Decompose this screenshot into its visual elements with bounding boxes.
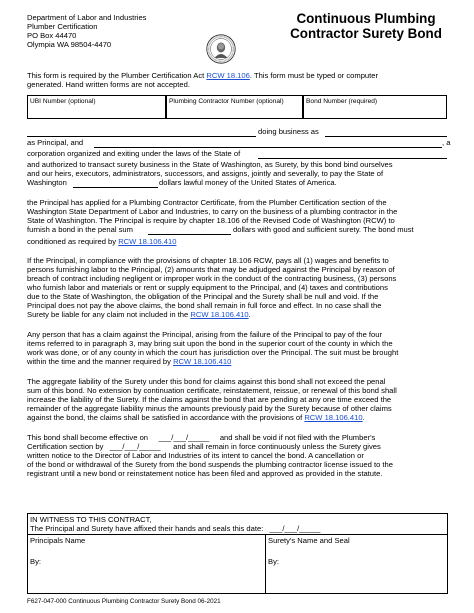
rcw-18-106-410-link[interactable]: RCW 18.106.410 bbox=[304, 413, 363, 422]
claim-line-1: Any person that has a claim against the Principal, arising from the failure of the Principal to pay of the four bbox=[27, 330, 382, 339]
compliance-line-4: who furnish labor and materials or rent or supply equipment to the Principal, and (4) taxes and contributions bbox=[27, 283, 388, 292]
application-line-2: Washington State Department of Labor and Industries, to carry on the business of a plumbing contractor in the bbox=[27, 207, 398, 216]
column-divider bbox=[265, 534, 266, 594]
ubi-number-field[interactable] bbox=[27, 95, 166, 119]
compliance-text: Surety be liable for any claim not included in the bbox=[27, 310, 191, 319]
effective-line-2 bbox=[27, 442, 381, 451]
plumbing-contractor-number-field[interactable] bbox=[166, 95, 303, 119]
aggregate-line-4: remainder of the aggregate liability minus the amounts previously paid by the Surety because of other claims bbox=[27, 404, 392, 413]
rcw-18-106-link[interactable]: RCW 18.106 bbox=[206, 71, 250, 80]
intro-line-2: generated. Hand written forms are not accepted. bbox=[27, 80, 190, 89]
aggregate-line-2: sum of this bond. No extension by continuation certificate, reinstatement, reissue, or renewal of this bond shall bbox=[27, 386, 397, 395]
claim-text: within the time and the manner required by bbox=[27, 357, 174, 366]
penal-sum-line[interactable] bbox=[148, 234, 231, 235]
compliance-line-6: Principal does not pay the above claims, the bond shall remain in full force and effect. In no case shall the bbox=[27, 301, 382, 310]
application-line-5 bbox=[27, 237, 176, 246]
by-left-label: By: bbox=[30, 557, 41, 566]
effective-text: This bond shall become effective on bbox=[27, 433, 149, 442]
principal-name-line[interactable] bbox=[27, 136, 256, 137]
dba-name-line[interactable] bbox=[325, 136, 447, 137]
filing-date-field[interactable]: ___/___/_____ bbox=[109, 442, 161, 451]
authority-line-3a: Washington bbox=[27, 178, 67, 187]
ubi-number-label: UBI Number (optional) bbox=[30, 98, 96, 105]
compliance-line-7 bbox=[27, 310, 251, 319]
washington-state-seal-icon bbox=[206, 34, 236, 64]
rcw-18-106-410-link[interactable]: RCW 18.106.410 bbox=[173, 357, 232, 366]
application-line-4b: dollars with good and sufficient surety. The bond must bbox=[233, 225, 414, 234]
claim-line-3: work was done, or of any county in which the court has jurisdiction over the Principal. The suit must be brought bbox=[27, 348, 399, 357]
by-right-label: By: bbox=[268, 557, 279, 566]
agency-po-box: PO Box 44470 bbox=[27, 31, 77, 41]
effective-line-4: of the bond or withdrawal of the Surety from the bond suspends the plumbing contractor license issued to the bbox=[27, 460, 393, 469]
witness-text: The Principal and Surety have affixed their hands and seals this date: bbox=[30, 524, 264, 533]
witness-signature-table bbox=[27, 513, 448, 594]
surety-name-line[interactable] bbox=[94, 147, 442, 148]
application-line-1: the Principal has applied for a Plumbing Contractor Certificate, from the Plumber Certification section of the bbox=[27, 198, 387, 207]
witness-statement bbox=[30, 524, 320, 533]
compliance-line-2: persons furnishing labor to the Principal, (2) amounts that may be adjudged against the Principal by reason of bbox=[27, 265, 395, 274]
title-line-1: Continuous Plumbing bbox=[296, 11, 436, 26]
claim-line-4 bbox=[27, 357, 231, 366]
comma-a-text: , a bbox=[442, 138, 451, 147]
aggregate-text: against the bond, the claims shall be satisfied in accordance with the provisions of bbox=[27, 413, 305, 422]
surety-signature-field[interactable] bbox=[280, 555, 447, 592]
authority-line-2: and our heirs, executors, administrators, successors, and assigns, jointly and severally, to pay the State of bbox=[27, 169, 384, 178]
effective-line-3: written notice to the Director of Labor and Industries of its intent to cancel the bond. A cancellation or bbox=[27, 451, 364, 460]
dba-label: doing business as bbox=[258, 127, 319, 136]
force-text: and shall remain in force continuously unless the Surety gives bbox=[173, 442, 381, 451]
period: . bbox=[362, 413, 365, 422]
bond-number-label: Bond Number (required) bbox=[306, 98, 378, 105]
compliance-line-3: breach of contract including negligent or improper work in the conduct of the contracting business, (3) persons bbox=[27, 274, 397, 283]
conditioned-text: conditioned as required by bbox=[27, 237, 119, 246]
bond-amount-line[interactable] bbox=[73, 187, 158, 188]
aggregate-line-3: increase the liability of the Surety. If the claims against the bond that are pending at any one time exceed the bbox=[27, 395, 392, 404]
agency-name: Department of Labor and Industries bbox=[27, 13, 147, 22]
title-line-2: Contractor Surety Bond bbox=[290, 25, 442, 41]
plumbing-contractor-number-label: Plumbing Contractor Number (optional) bbox=[169, 98, 284, 105]
agency-division: Plumber Certification bbox=[27, 22, 98, 32]
compliance-line-1: If the Principal, in compliance with the provisions of chapter 18.106 RCW, pays all (1) wages and benefits to bbox=[27, 256, 389, 265]
period: . bbox=[248, 310, 251, 319]
authority-line-1: and authorized to transact surety business in the State of Washington, as Surety, by this bond bind ourselves bbox=[27, 160, 393, 169]
intro-line-1 bbox=[27, 71, 378, 80]
as-principal-label: as Principal, and bbox=[27, 138, 84, 147]
effective-line-5: registrant until a new bond or reinstatement notice has been filed and approved as provided in the statute. bbox=[27, 469, 383, 478]
bond-number-field[interactable] bbox=[303, 95, 447, 119]
effective-line-1 bbox=[27, 433, 375, 442]
rcw-18-106-410-link[interactable]: RCW 18.106.410 bbox=[190, 310, 249, 319]
intro-text-end: . This form must be typed or computer bbox=[249, 71, 379, 80]
effective-date-field[interactable]: ___/___/_____ bbox=[158, 433, 210, 442]
claim-line-2: items referred to in paragraph 3, may bring suit upon the bond in the superior court of the county in which the bbox=[27, 339, 393, 348]
surety-name-label: Surety's Name and Seal bbox=[268, 536, 350, 545]
agency-city: Olympia WA 98504-4470 bbox=[27, 40, 112, 50]
state-of-incorporation-line[interactable] bbox=[258, 158, 447, 159]
form-title bbox=[274, 12, 458, 41]
aggregate-line-5 bbox=[27, 413, 365, 422]
table-divider bbox=[28, 534, 447, 535]
witness-date-field[interactable]: ___/___/_____ bbox=[269, 524, 321, 533]
aggregate-line-1: The aggregate liability of the Surety under this bond for claims against this bond shall not exceed the penal bbox=[27, 377, 386, 386]
witness-heading: IN WITNESS TO THIS CONTRACT, bbox=[30, 515, 152, 524]
principals-name-label: Principals Name bbox=[30, 536, 86, 545]
certification-text: Certification section by bbox=[27, 442, 104, 451]
agency-address bbox=[27, 13, 146, 49]
application-line-3: State of Washington. The Principal is require by chapter 18.106 of the Revised Code of Washington (RCW) to bbox=[27, 216, 395, 225]
rcw-18-106-410-link[interactable]: RCW 18.106.410 bbox=[118, 237, 177, 246]
form-footer: F627-047-000 Continuous Plumbing Contractor Surety Bond 06-2021 bbox=[27, 598, 221, 605]
intro-text: This form is required by the Plumber Certification Act bbox=[27, 71, 207, 80]
void-text: and shall be void if not filed with the Plumber's bbox=[219, 433, 376, 442]
application-line-4a: furnish a bond in the penal sum bbox=[27, 225, 133, 234]
authority-line-3b: dollars lawful money of the United States of America. bbox=[159, 178, 337, 187]
principal-signature-field[interactable] bbox=[42, 555, 264, 592]
corporation-line: corporation organized and exiting under the laws of the State of bbox=[27, 149, 241, 158]
compliance-line-5: due to the State of Washington, the obligation of the Principal and the Surety shall be null and void. If the bbox=[27, 292, 379, 301]
